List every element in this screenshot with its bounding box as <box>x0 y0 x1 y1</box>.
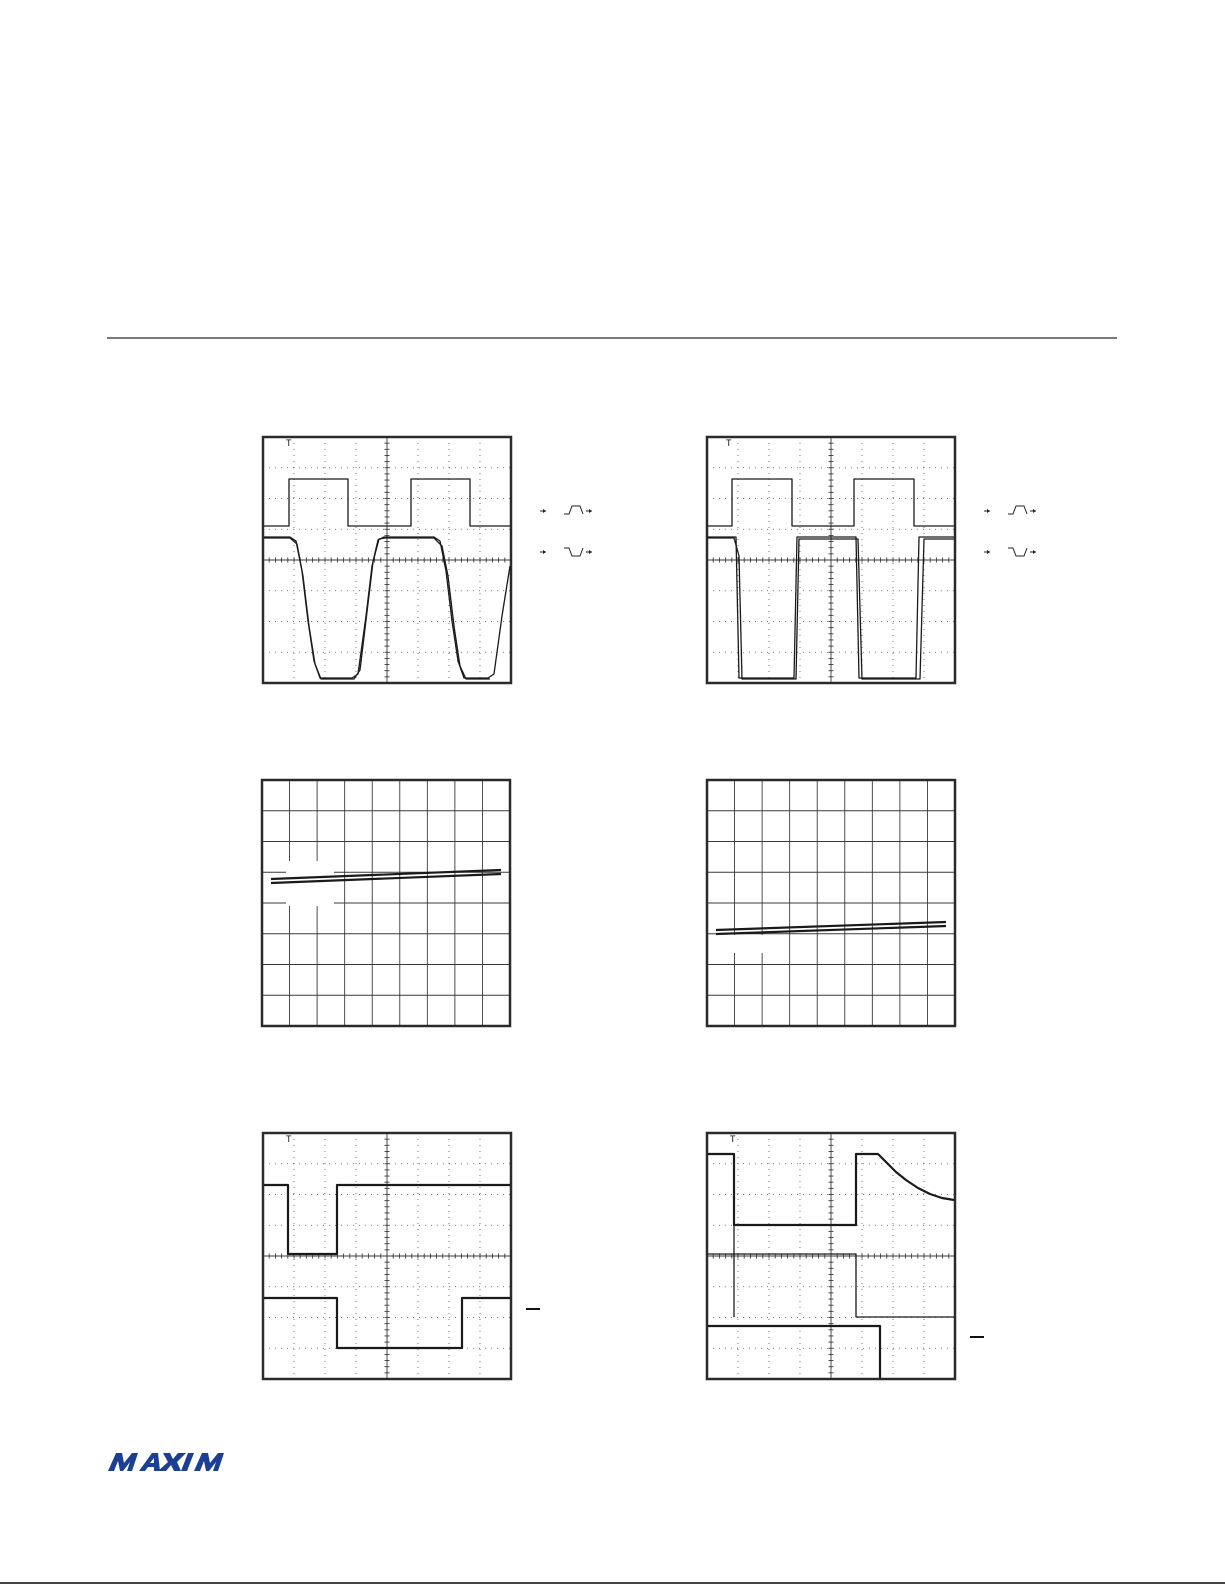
scope-plot-2 <box>706 436 956 684</box>
output-trace-slow-shadow <box>264 538 490 679</box>
label-mask <box>286 861 334 906</box>
brand-logo <box>108 1452 248 1472</box>
trigger-marker-icon: T <box>730 1134 736 1144</box>
scope-panel-1 <box>262 436 512 684</box>
trigger-marker-icon: T <box>286 438 292 448</box>
scope-plot-6 <box>706 1132 956 1380</box>
falling-edge-icon <box>540 548 592 556</box>
grid-plot-4 <box>706 779 956 1027</box>
scope-panel-6 <box>706 1132 956 1380</box>
rising-edge-icon <box>984 506 1036 514</box>
maxim-logo-icon <box>108 1452 248 1472</box>
overbar-mark <box>970 1336 984 1338</box>
scope-grid <box>707 437 955 683</box>
edge-annotations <box>980 502 1050 562</box>
falling-edge-icon <box>984 548 1036 556</box>
trigger-marker-icon: T <box>726 438 732 448</box>
grid-panel-3 <box>261 779 511 1027</box>
edge-annotations <box>536 502 606 562</box>
data-line-lower <box>716 926 946 934</box>
scope-grid <box>263 1133 511 1379</box>
trigger-marker-icon: T <box>286 1134 292 1144</box>
footer-rule <box>0 1582 1225 1584</box>
full-grid <box>707 780 955 1026</box>
grid-panel-4 <box>706 779 956 1027</box>
data-line-upper <box>716 922 946 930</box>
scope-plot-5 <box>262 1132 512 1380</box>
scope-plot-1 <box>262 436 512 684</box>
scope-panel-2 <box>706 436 956 684</box>
scope-grid <box>707 1133 955 1379</box>
rising-edge-icon <box>540 506 592 514</box>
grid-plot-3 <box>261 779 511 1027</box>
label-mask <box>728 935 778 953</box>
overbar-mark <box>526 1308 540 1310</box>
scope-panel-5 <box>262 1132 512 1380</box>
header-rule <box>107 337 1117 339</box>
step-bottom-trace <box>708 1326 880 1378</box>
